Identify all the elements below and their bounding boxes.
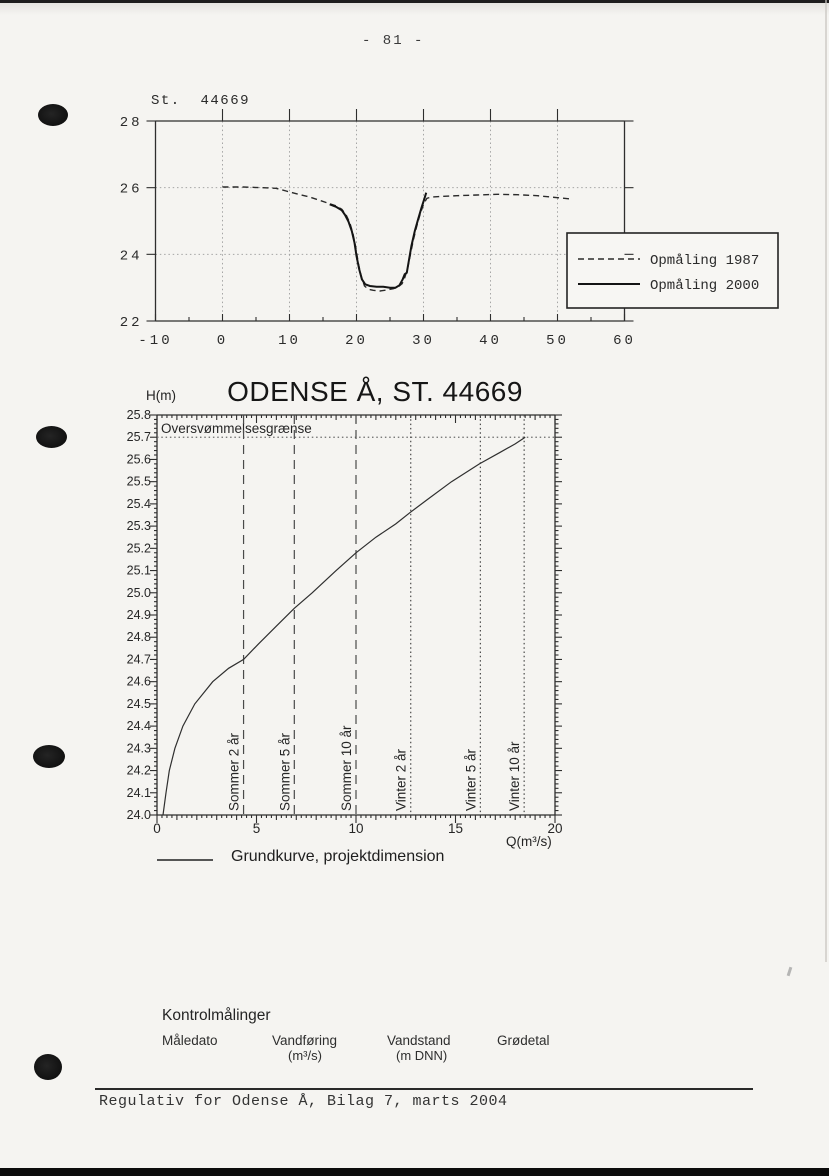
y-tick-label: 24.1: [126, 785, 151, 800]
y-tick-label: 24.3: [126, 741, 151, 756]
y-tick-label: 24.6: [126, 674, 151, 689]
column-unit-vandforing: (m³/s): [288, 1048, 322, 1063]
event-line-label: Sommer 2 år: [226, 732, 242, 811]
x-tick-label: 15: [447, 821, 464, 836]
y-tick-label: 25.0: [126, 585, 151, 600]
y-tick-label: 24.0: [126, 808, 151, 822]
page-number: - 81 -: [362, 33, 425, 49]
rating-curve-title: ODENSE Å, ST. 44669: [227, 376, 523, 407]
x-tick-label: 10: [348, 821, 364, 836]
y-tick-label: 24.5: [126, 696, 151, 711]
x-tick-label: -10: [138, 333, 173, 349]
x-axis-label: Q(m³/s): [506, 834, 552, 849]
event-line-label: Sommer 5 år: [277, 732, 293, 811]
series-opmåling-2000: [330, 193, 427, 288]
y-tick-label: 24.2: [126, 763, 151, 778]
x-tick-label: 40: [479, 333, 502, 349]
flood-limit-label: Oversvømmelsesgrænse: [161, 421, 312, 436]
rating-curve-chart: [127, 408, 563, 836]
y-tick-label: 25.3: [126, 519, 151, 534]
x-tick-label: 50: [546, 333, 569, 349]
legend-label-grundkurve: Grundkurve, projektdimension: [231, 848, 445, 865]
x-tick-label: 20: [345, 333, 368, 349]
y-tick-label: 25.4: [126, 496, 151, 511]
x-tick-label: 20: [547, 821, 563, 836]
legend-label: Opmåling 1987: [650, 253, 760, 269]
y-tick-label: 25.8: [126, 408, 151, 422]
column-header-vandforing: Vandføring: [272, 1033, 338, 1048]
legend-label: Opmåling 2000: [650, 278, 760, 294]
event-line-label: Vinter 5 år: [463, 748, 479, 811]
y-tick-label: 25.2: [126, 541, 151, 556]
page-bottom-edge-bar: [0, 1168, 829, 1176]
page-right-edge-line: [825, 0, 827, 962]
document-footer: Regulativ for Odense Å, Bilag 7, marts 2004: [99, 1093, 508, 1110]
legend-box: [567, 233, 778, 308]
cross-section-chart: [120, 109, 636, 349]
y-tick-label: 25.1: [126, 563, 151, 578]
column-header-vandstand: Vandstand: [387, 1033, 451, 1048]
y-tick-label: 25.6: [126, 452, 151, 467]
y-tick-label: 24.7: [126, 652, 151, 667]
cross-section-station-label: St. 44669: [151, 93, 251, 109]
x-tick-label: 30: [412, 333, 435, 349]
cross-section-legend: [567, 121, 778, 321]
column-header-grodetal: Grødetal: [497, 1033, 550, 1048]
y-axis-label: H(m): [146, 388, 176, 403]
x-tick-label: 60: [613, 333, 636, 349]
y-tick-label: 22: [119, 315, 143, 331]
y-tick-label: 24.9: [126, 608, 151, 622]
y-tick-label: 24.8: [126, 630, 151, 645]
x-tick-label: 0: [153, 821, 161, 836]
y-tick-label: 24.4: [126, 719, 151, 734]
footer-rule: [95, 1088, 753, 1090]
x-tick-label: 0: [216, 333, 229, 349]
event-line-label: Sommer 10 år: [339, 725, 354, 811]
legend-line-sample: [157, 859, 213, 861]
y-tick-label: 28: [119, 115, 143, 131]
y-tick-label: 26: [119, 181, 143, 198]
x-tick-label: 10: [278, 333, 301, 349]
x-tick-label: 5: [252, 821, 261, 836]
event-line-label: Vinter 10 år: [507, 741, 523, 811]
column-header-maledato: Måledato: [162, 1033, 218, 1048]
series-opmåling-1987: [223, 187, 571, 291]
event-line-label: Vinter 2 år: [393, 748, 409, 811]
y-tick-label: 25.7: [126, 430, 151, 445]
control-measurements-heading: Kontrolmålinger: [162, 1007, 271, 1024]
column-unit-vandstand: (m DNN): [396, 1048, 448, 1063]
y-tick-label: 24: [119, 248, 143, 265]
y-tick-label: 25.5: [126, 474, 151, 489]
